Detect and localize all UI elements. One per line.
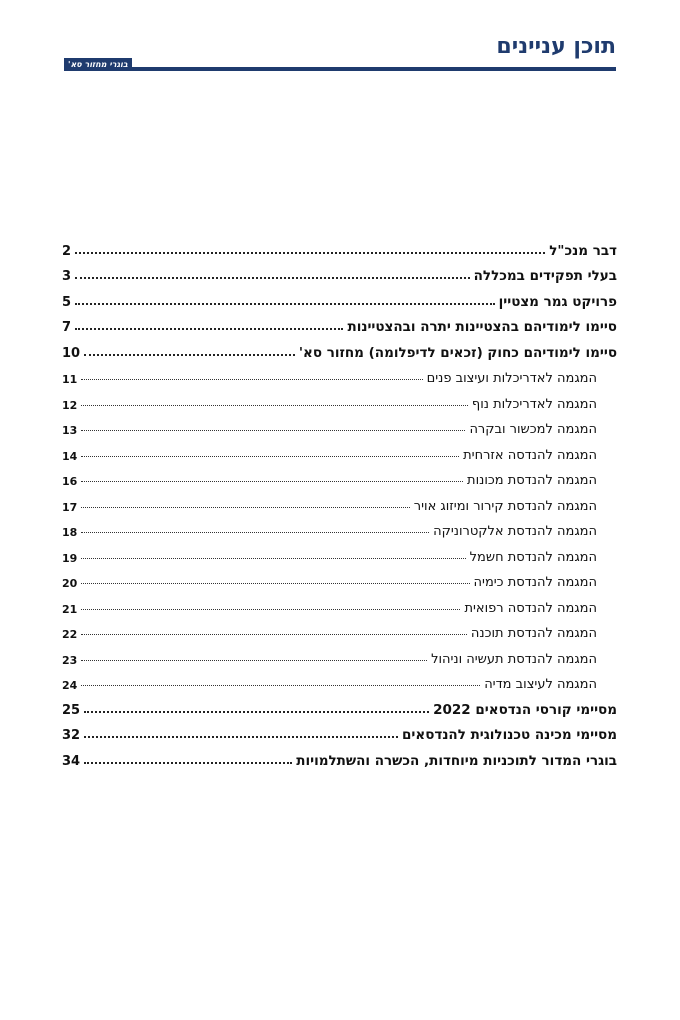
toc-entry-page: 3 <box>62 269 72 284</box>
toc-entry-label: המגמה להנדסת תוכנה <box>470 626 597 641</box>
toc-subentry[interactable] <box>62 463 617 489</box>
toc-entry[interactable] <box>62 335 617 361</box>
dot-leader <box>81 532 429 533</box>
toc-entry-page: 24 <box>62 679 78 692</box>
dot-leader <box>84 711 429 713</box>
dot-leader <box>81 660 427 661</box>
toc-entry-page: 34 <box>62 753 81 769</box>
dot-leader <box>81 583 469 584</box>
toc-subentry[interactable] <box>62 616 617 642</box>
dot-leader <box>81 456 459 457</box>
toc-entry-page: 32 <box>62 728 81 743</box>
toc-entry-page: 25 <box>62 702 81 718</box>
toc-entry-label: המגמה למכשור ובקרה <box>469 422 597 437</box>
toc-entry-label: מסיימי קורסי הנדסאים 2022 <box>433 701 617 718</box>
toc-entry[interactable] <box>62 233 617 259</box>
toc-entry-page: 13 <box>62 424 78 437</box>
toc-entry-page: 21 <box>62 602 78 616</box>
toc-subentry[interactable] <box>62 361 617 387</box>
toc-entry-page: 10 <box>62 345 81 361</box>
toc-subentry[interactable] <box>62 412 617 438</box>
toc-entry-page: 17 <box>62 500 78 514</box>
toc-entry[interactable] <box>62 310 617 336</box>
toc-entry[interactable] <box>62 259 617 285</box>
toc-entry-label: המגמה להנדסת כימיה <box>473 575 597 590</box>
toc-entry-page: 23 <box>62 653 78 667</box>
toc-entry-label: פרויקט גמר מצטיין <box>498 293 617 310</box>
toc-entry-page: 16 <box>62 475 78 488</box>
toc-entry-page: 2 <box>62 243 72 259</box>
toc-entry-page: 19 <box>62 551 78 565</box>
dot-leader <box>81 609 460 610</box>
toc-entry-label: המגמה לאדריכלות נוף <box>471 396 597 412</box>
toc-subentry[interactable] <box>62 386 617 412</box>
toc-entry-label: בוגרי המדור לתוכניות מיוחדות, הכשרה והשתלמויות <box>296 752 617 769</box>
toc-entry-label: סיימו לימודיהם בהצטיינות יתרה ובהצטיינות <box>347 319 617 335</box>
dot-leader <box>75 252 545 254</box>
toc-entry[interactable] <box>62 743 617 769</box>
toc-entry-label: בעלי תפקידים במכללה <box>473 268 617 284</box>
cohort-tag: בוגרי מחזור סא' <box>64 58 132 71</box>
toc-subentry[interactable] <box>62 565 617 591</box>
dot-leader <box>81 379 422 380</box>
toc-entry[interactable] <box>62 692 617 718</box>
dot-leader <box>75 277 470 279</box>
dot-leader <box>81 634 467 635</box>
dot-leader <box>75 303 495 305</box>
toc-entry-page: 18 <box>62 526 78 539</box>
toc-subentry[interactable] <box>62 437 617 463</box>
dot-leader <box>75 328 343 330</box>
toc-entry-label: המגמה להנדסת חשמל <box>469 549 597 565</box>
toc-entry-page: 20 <box>62 577 78 590</box>
toc-entry-page: 7 <box>62 320 72 335</box>
toc-entry-page: 5 <box>62 294 72 310</box>
toc-entry-label: דבר מנכ"ל <box>549 242 617 259</box>
dot-leader <box>84 736 398 738</box>
table-of-contents <box>62 233 617 769</box>
toc-entry-label: המגמה לאדריכלות ועיצוב פנים <box>426 371 597 386</box>
dot-leader <box>81 430 465 431</box>
toc-entry-page: 12 <box>62 398 78 412</box>
dot-leader <box>81 507 409 508</box>
dot-leader <box>81 685 480 686</box>
dot-leader <box>81 405 468 406</box>
toc-subentry[interactable] <box>62 488 617 514</box>
toc-entry-label: המגמה להנדסת אלקטרוניקה <box>433 524 597 539</box>
toc-entry-label: המגמה להנדסת מכונות <box>467 473 597 488</box>
header-rule <box>64 67 616 71</box>
page-title: תוכן עניינים <box>496 34 616 59</box>
toc-entry-label: מסיימי מכינה טכנולוגית להנדסאים <box>402 727 617 743</box>
toc-entry-label: המגמה להנדסה רפואית <box>464 600 597 616</box>
dot-leader <box>81 481 463 482</box>
dot-leader <box>81 558 465 559</box>
toc-subentry[interactable] <box>62 590 617 616</box>
dot-leader <box>84 762 292 764</box>
toc-entry-page: 11 <box>62 373 78 386</box>
dot-leader <box>84 354 295 356</box>
toc-subentry[interactable] <box>62 514 617 540</box>
toc-subentry[interactable] <box>62 641 617 667</box>
toc-subentry[interactable] <box>62 539 617 565</box>
toc-subentry[interactable] <box>62 667 617 693</box>
toc-entry-page: 14 <box>62 449 78 463</box>
toc-entry-page: 22 <box>62 628 78 641</box>
toc-entry-label: המגמה להנדסת תעשיה וניהול <box>431 651 597 667</box>
toc-entry-label: המגמה לעיצוב מדיה <box>484 677 597 692</box>
toc-entry-label: סיימו לימודיהם כחוק (זכאים לדיפלומה) מחזור סא' <box>298 344 617 361</box>
toc-entry[interactable] <box>62 718 617 744</box>
toc-entry-label: המגמה להנדסת קירור ומיזוג אויר <box>413 498 597 514</box>
toc-entry[interactable] <box>62 284 617 310</box>
toc-entry-label: המגמה להנדסה אזרחית <box>463 447 597 463</box>
